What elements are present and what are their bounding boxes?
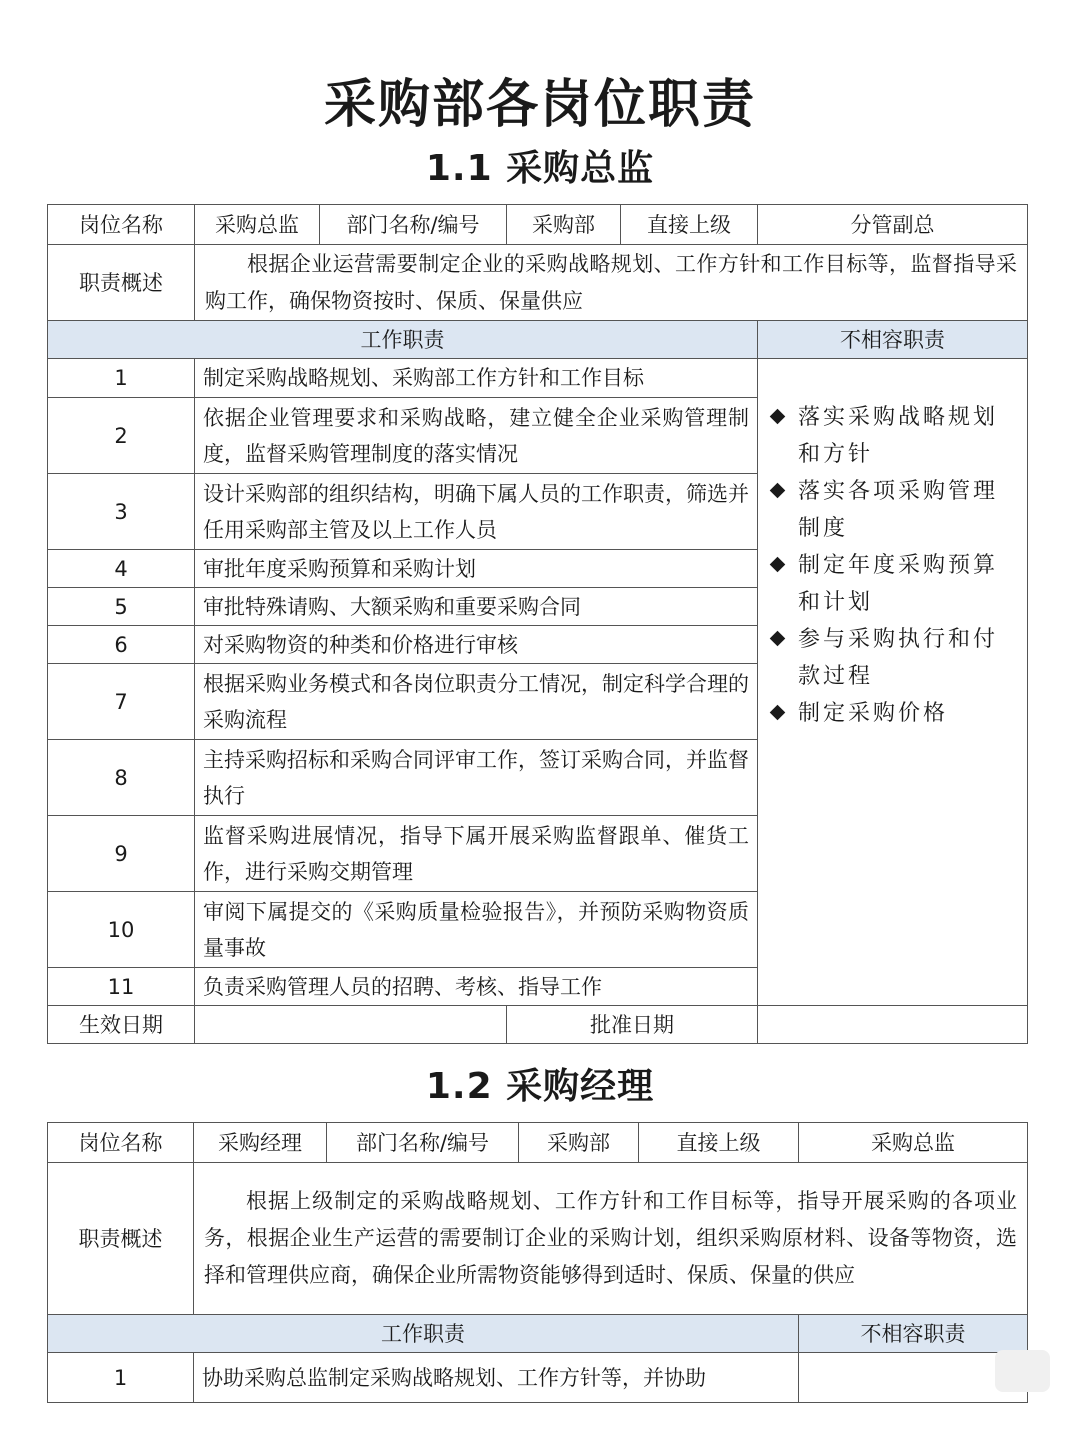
incompatible-duty-item: 参与采购执行和付款过程 <box>770 621 1017 695</box>
approve-date-label: 批准日期 <box>507 1006 758 1044</box>
position-value: 采购经理 <box>194 1123 327 1163</box>
incompatible-duty-item: 落实采购战略规划和方针 <box>770 399 1017 473</box>
duty-text: 依据企业管理要求和采购战略，建立健全企业采购管理制度，监督采购管理制度的落实情况 <box>195 398 758 474</box>
incompatible-duties-header: 不相容职责 <box>799 1315 1028 1353</box>
supervisor-label: 直接上级 <box>639 1123 799 1163</box>
incompatible-duties-list <box>758 399 1027 732</box>
incompatible-duties-header: 不相容职责 <box>758 321 1028 359</box>
section-title-1: 1.1 采购总监 <box>425 148 655 189</box>
approve-date-value <box>758 1006 1028 1044</box>
incompatible-duty-item: 制定年度采购预算和计划 <box>770 547 1017 621</box>
duty-number: 10 <box>48 892 195 968</box>
effective-date-value <box>195 1006 507 1044</box>
duty-number: 7 <box>48 664 195 740</box>
duty-number: 8 <box>48 740 195 816</box>
position-label: 岗位名称 <box>48 205 195 245</box>
job-table-manager <box>47 1122 1028 1403</box>
position-value: 采购总监 <box>195 205 320 245</box>
duty-text: 主持采购招标和采购合同评审工作，签订采购合同，并监督执行 <box>195 740 758 816</box>
duty-text: 审批年度采购预算和采购计划 <box>195 550 758 588</box>
duty-text: 设计采购部的组织结构，明确下属人员的工作职责，筛选并任用采购部主管及以上工作人员 <box>195 474 758 550</box>
duty-text: 制定采购战略规划、采购部工作方针和工作目标 <box>195 359 758 398</box>
duty-number: 3 <box>48 474 195 550</box>
summary-label: 职责概述 <box>48 245 195 321</box>
position-label: 岗位名称 <box>48 1123 194 1163</box>
page-title: 采购部各岗位职责 <box>323 75 756 135</box>
incompatible-duties-cell <box>758 359 1028 1006</box>
department-value: 采购部 <box>507 205 621 245</box>
duty-text: 监督采购进展情况，指导下属开展采购监督跟单、催货工作，进行采购交期管理 <box>195 816 758 892</box>
supervisor-label: 直接上级 <box>621 205 758 245</box>
duty-number: 5 <box>48 588 195 626</box>
duty-text: 协助采购总监制定采购战略规划、工作方针等，并协助 <box>194 1353 799 1403</box>
duty-number: 6 <box>48 626 195 664</box>
duty-number: 9 <box>48 816 195 892</box>
incompatible-duty-item: 落实各项采购管理制度 <box>770 473 1017 547</box>
duty-number: 4 <box>48 550 195 588</box>
duty-text: 根据采购业务模式和各岗位职责分工情况，制定科学合理的采购流程 <box>195 664 758 740</box>
supervisor-value: 采购总监 <box>799 1123 1028 1163</box>
watermark-blur <box>995 1350 1050 1392</box>
summary-text: 根据企业运营需要制定企业的采购战略规划、工作方针和工作目标等，监督指导采购工作，确保物资按时、保质、保量供应 <box>195 245 1028 321</box>
duties-header: 工作职责 <box>48 1315 799 1353</box>
duties-header: 工作职责 <box>48 321 758 359</box>
department-value: 采购部 <box>519 1123 639 1163</box>
section-title-2: 1.2 采购经理 <box>425 1066 655 1107</box>
duty-text: 对采购物资的种类和价格进行审核 <box>195 626 758 664</box>
department-label: 部门名称/编号 <box>320 205 507 245</box>
effective-date-label: 生效日期 <box>48 1006 195 1044</box>
duty-text: 审阅下属提交的《采购质量检验报告》，并预防采购物资质量事故 <box>195 892 758 968</box>
incompatible-duties-cell <box>799 1353 1028 1403</box>
incompatible-duty-item: 制定采购价格 <box>770 695 1017 732</box>
duty-text: 审批特殊请购、大额采购和重要采购合同 <box>195 588 758 626</box>
summary-text: 根据上级制定的采购战略规划、工作方针和工作目标等，指导开展采购的各项业务，根据企业生产运营的需要制订企业的采购计划，组织采购原材料、设备等物资，选择和管理供应商，确保企业所需物资能够得到适时、保质、保量的供应 <box>194 1163 1028 1315</box>
department-label: 部门名称/编号 <box>327 1123 519 1163</box>
job-table-director <box>47 204 1028 1044</box>
duty-text: 负责采购管理人员的招聘、考核、指导工作 <box>195 968 758 1006</box>
summary-label: 职责概述 <box>48 1163 194 1315</box>
duty-number: 1 <box>48 359 195 398</box>
supervisor-value: 分管副总 <box>758 205 1028 245</box>
duty-number: 1 <box>48 1353 194 1403</box>
duty-number: 11 <box>48 968 195 1006</box>
duty-number: 2 <box>48 398 195 474</box>
